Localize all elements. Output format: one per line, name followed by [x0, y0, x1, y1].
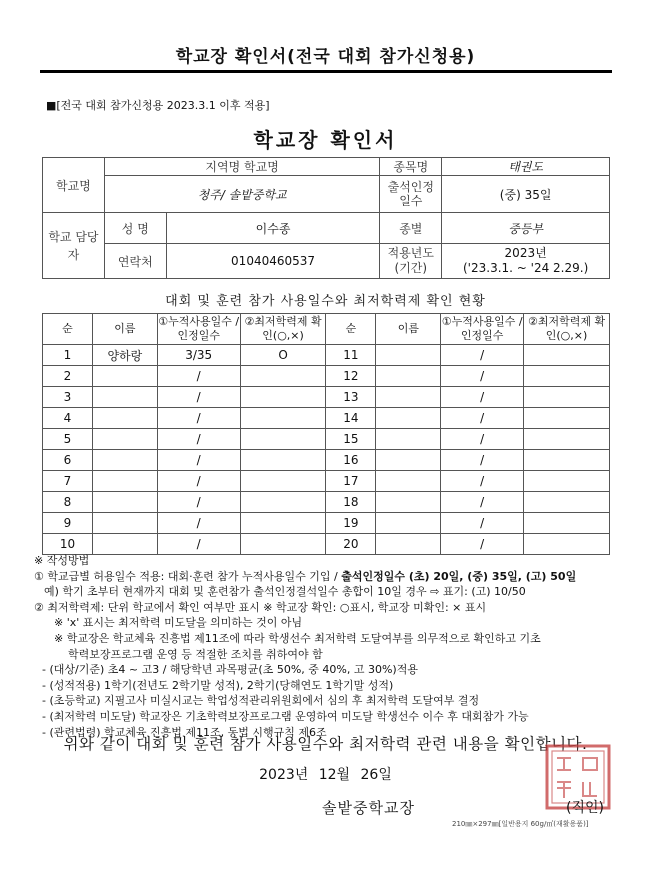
row-days: / — [441, 534, 524, 555]
row-days: / — [441, 450, 524, 471]
row-name — [376, 492, 441, 513]
row-academic — [524, 513, 610, 534]
name-label: 성 명 — [104, 213, 166, 244]
document-title: 학교장 확인서 — [253, 128, 398, 152]
row-days: / — [441, 429, 524, 450]
usage-row — [43, 492, 610, 513]
notes-heading: ※ 작성방법 — [34, 554, 90, 567]
principal-signature: 솔밭중학교장 — [322, 799, 415, 817]
row-days: / — [157, 534, 240, 555]
row-academic — [524, 450, 610, 471]
usage-row — [43, 429, 610, 450]
row-days: / — [157, 366, 240, 387]
usage-row — [43, 513, 610, 534]
usage-row — [43, 366, 610, 387]
detail-2: - (성적적용) 1학기(전년도 2학기말 성적), 2학기(당해연도 1학기말 성적) — [42, 678, 394, 692]
note-1-bold: 출석인정일수 (초) 20일, (중) 35일, (고) 50일 — [341, 569, 577, 583]
manager-label: 학교 담당자 — [43, 213, 105, 279]
row-academic — [524, 429, 610, 450]
row-name — [376, 534, 441, 555]
region-school-label: 지역명 학교명 — [104, 158, 380, 176]
name-value: 이수종 — [166, 213, 380, 244]
note-2-sub-2: ※ 학교장은 학교체육 진흥법 제11조에 따라 학생선수 최저학력 도달여부를 의무적으로 확인하고 기초 — [54, 631, 541, 645]
col-academic: ②최저학력제 확인(○,×) — [524, 314, 610, 345]
row-no: 13 — [326, 387, 376, 408]
row-no: 3 — [43, 387, 93, 408]
row-no: 2 — [43, 366, 93, 387]
row-academic — [524, 471, 610, 492]
row-name — [92, 450, 157, 471]
contact-label: 연락처 — [104, 244, 166, 279]
row-academic — [524, 345, 610, 366]
row-academic — [524, 408, 610, 429]
row-name — [92, 471, 157, 492]
note-1 — [34, 569, 630, 585]
row-no: 4 — [43, 408, 93, 429]
period-value: ('23.3.1. ~ '24 2.29.) — [463, 261, 589, 275]
row-no: 9 — [43, 513, 93, 534]
row-days: / — [157, 513, 240, 534]
attendance-value: (중) 35일 — [442, 176, 610, 213]
row-academic — [240, 534, 326, 555]
row-name — [376, 429, 441, 450]
row-name — [376, 471, 441, 492]
usage-table-body — [43, 314, 610, 555]
seal-label: (직인) — [566, 800, 604, 816]
row-days: / — [157, 492, 240, 513]
row-name — [376, 513, 441, 534]
usage-row — [43, 450, 610, 471]
applicability-notice: ■[전국 대회 참가신청용 2023.3.1 이후 적용] — [46, 99, 270, 112]
row-no: 6 — [43, 450, 93, 471]
row-no: 5 — [43, 429, 93, 450]
row-academic — [524, 387, 610, 408]
note-2-sub-1: ※ 'x' 표시는 최저학력 미도달을 의미하는 것이 아님 — [54, 616, 303, 630]
school-info-table — [42, 157, 610, 279]
event-label: 종목명 — [380, 158, 442, 176]
row-days: / — [157, 429, 240, 450]
note-1-text: ① 학교급별 허용일수 적용: 대회·훈련 참가 누적사용일수 기입 / — [34, 569, 342, 583]
row-academic — [240, 471, 326, 492]
title-underline — [40, 70, 612, 73]
detail-5: - (관련법령) 학교체육 진흥법 제11조, 동법 시행규칙 제6조 — [42, 725, 327, 739]
usage-row — [43, 387, 610, 408]
row-academic — [524, 366, 610, 387]
row-days: / — [157, 387, 240, 408]
row-no: 19 — [326, 513, 376, 534]
row-no: 18 — [326, 492, 376, 513]
row-no: 1 — [43, 345, 93, 366]
row-days: / — [157, 408, 240, 429]
attendance-label: 출석인정 일수 — [380, 176, 442, 213]
confirmation-statement: 위와 같이 대회 및 훈련 참가 사용일수와 최저학력 관련 내용을 확인합니다. — [63, 735, 588, 753]
note-1-example: 예) 학기 초부터 현재까지 대회 및 훈련참가 출석인정결석일수 총합이 10일 경우 ⇨ 표기: (고) 10/50 — [44, 585, 526, 599]
row-days: / — [441, 471, 524, 492]
row-name — [92, 492, 157, 513]
col-no: 순 — [43, 314, 93, 345]
usage-row — [43, 471, 610, 492]
row-days: / — [157, 471, 240, 492]
row-name — [92, 366, 157, 387]
row-no: 16 — [326, 450, 376, 471]
row-days: / — [157, 450, 240, 471]
category-value: 중등부 — [442, 213, 610, 244]
region-school-value: 청주/ 솔밭중학교 — [104, 176, 380, 213]
usage-row — [43, 408, 610, 429]
category-label: 종별 — [380, 213, 442, 244]
row-academic — [240, 366, 326, 387]
row-days: / — [441, 513, 524, 534]
col-days: ①누적사용일수 /인정일수 — [157, 314, 240, 345]
note-2-sub-2-cont: 학력보장프로그램 운영 등 적절한 조치를 취하여야 함 — [68, 647, 323, 661]
row-name — [376, 450, 441, 471]
row-academic — [524, 492, 610, 513]
paper-spec: 210㎜×297㎜[일반용지 60g/㎡(재활용품)] — [452, 820, 589, 828]
row-academic — [524, 534, 610, 555]
row-no: 12 — [326, 366, 376, 387]
year-cell — [442, 244, 610, 279]
row-days: / — [441, 345, 524, 366]
row-no: 10 — [43, 534, 93, 555]
row-days: 3/35 — [157, 345, 240, 366]
row-name — [376, 345, 441, 366]
detail-3: - (초등학교) 지필고사 미실시교는 학업성적관리위원회에서 심의 후 최저학력 도달여부 결정 — [42, 694, 480, 708]
detail-4: - (최저학력 미도달) 학교장은 기초학력보장프로그램 운영하여 미도달 학생선수 이수 후 대회참가 가능 — [42, 709, 529, 723]
row-academic — [240, 387, 326, 408]
col-name: 이름 — [92, 314, 157, 345]
usage-row — [43, 534, 610, 555]
year-value: 2023년 — [504, 246, 547, 260]
row-name — [92, 408, 157, 429]
issue-date: 2023년 12월 26일 — [259, 767, 392, 783]
row-no: 14 — [326, 408, 376, 429]
row-academic — [240, 450, 326, 471]
row-no: 15 — [326, 429, 376, 450]
school-label: 학교명 — [43, 158, 105, 213]
note-2: ② 최저학력제: 단위 학교에서 확인 여부만 표시 ※ 학교장 확인: ○표시, 학교장 미확인: × 표시 — [34, 600, 487, 614]
row-days: / — [441, 387, 524, 408]
row-days: / — [441, 492, 524, 513]
row-name — [92, 534, 157, 555]
contact-value: 01040460537 — [166, 244, 380, 279]
row-name — [376, 408, 441, 429]
row-academic — [240, 513, 326, 534]
col-academic: ②최저학력제 확인(○,×) — [240, 314, 326, 345]
row-academic — [240, 429, 326, 450]
col-days: ①누적사용일수 /인정일수 — [441, 314, 524, 345]
row-academic — [240, 408, 326, 429]
row-no: 8 — [43, 492, 93, 513]
row-no: 20 — [326, 534, 376, 555]
row-days: / — [441, 366, 524, 387]
usage-table — [42, 313, 610, 555]
row-name — [92, 513, 157, 534]
col-no: 순 — [326, 314, 376, 345]
row-name — [376, 387, 441, 408]
row-name — [376, 366, 441, 387]
usage-header-row — [43, 314, 610, 345]
row-days: / — [441, 408, 524, 429]
usage-row — [43, 345, 610, 366]
detail-1: - (대상/기준) 초4 ~ 고3 / 해당학년 과목평균(초 50%, 중 40%, 고 30%)적용 — [42, 663, 418, 677]
row-academic — [240, 492, 326, 513]
row-name — [92, 429, 157, 450]
event-value: 태권도 — [442, 158, 610, 176]
row-no: 7 — [43, 471, 93, 492]
usage-section-title: 대회 및 훈련 참가 사용일수와 최저학력제 확인 현황 — [165, 294, 486, 309]
year-label: 적용년도 (기간) — [380, 244, 442, 279]
col-name: 이름 — [376, 314, 441, 345]
row-name: 양하랑 — [92, 345, 157, 366]
page-title: 학교장 확인서(전국 대회 참가신청용) — [175, 47, 476, 67]
instructions — [34, 553, 630, 740]
row-no: 11 — [326, 345, 376, 366]
row-name — [92, 387, 157, 408]
row-academic: O — [240, 345, 326, 366]
row-no: 17 — [326, 471, 376, 492]
